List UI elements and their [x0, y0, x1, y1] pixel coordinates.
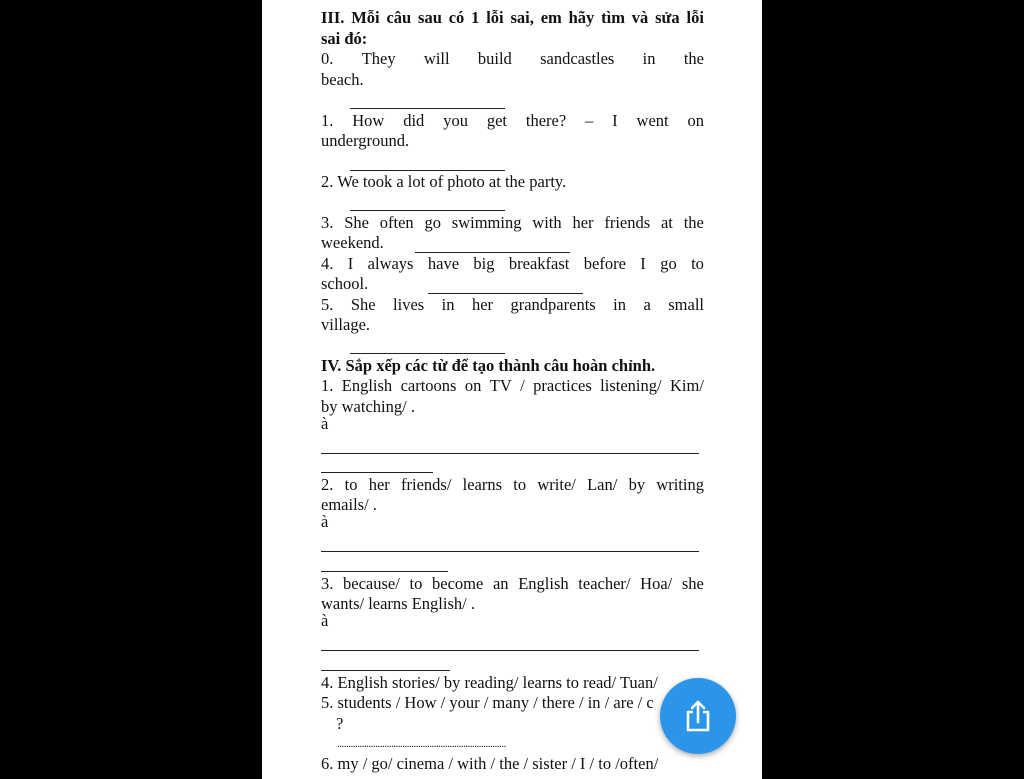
word: grandparents	[510, 295, 596, 314]
word: 0.	[321, 49, 334, 68]
word: TV	[489, 376, 512, 395]
word: Hoa/	[640, 574, 673, 593]
answer-blank[interactable]	[415, 252, 570, 253]
word: before	[583, 254, 626, 273]
word: will	[423, 49, 450, 68]
word: swimming	[451, 213, 522, 232]
word: She	[344, 213, 369, 232]
word: sau	[418, 8, 442, 27]
word: practices	[533, 376, 592, 395]
section4-heading: IV. Sắp xếp các từ để tạo thành câu hoàn chỉnh.	[321, 356, 656, 375]
word: big	[473, 254, 495, 273]
word: lives	[393, 295, 425, 314]
word: in	[613, 295, 626, 314]
word: teacher/	[578, 574, 631, 593]
answer-blank[interactable]	[350, 210, 505, 211]
s3-item4-line2: school.	[321, 274, 369, 293]
word: did	[403, 111, 425, 130]
word: because/	[343, 574, 400, 593]
word: 4.	[321, 254, 334, 273]
word: there?	[525, 111, 567, 130]
s3-item3-line2: weekend.	[321, 233, 384, 252]
s4-item2-line2: emails/ .	[321, 495, 377, 514]
word: her	[572, 213, 594, 232]
word: friends/	[401, 475, 452, 494]
answer-blank[interactable]	[350, 108, 505, 109]
answer-line[interactable]	[321, 472, 433, 473]
word: 1	[471, 8, 480, 27]
s3-item5-line1	[321, 295, 704, 316]
word: cartoons	[400, 376, 457, 395]
word: English	[518, 574, 569, 593]
word: often	[379, 213, 414, 232]
answer-blank[interactable]	[350, 170, 505, 171]
word: How	[352, 111, 385, 130]
word: small	[668, 295, 704, 314]
arrow-marker: à	[321, 611, 329, 630]
word: you	[443, 111, 468, 130]
word: build	[477, 49, 512, 68]
s3-item0-line1	[321, 49, 704, 70]
word: a	[643, 295, 651, 314]
share-icon	[682, 699, 714, 733]
word: on	[464, 376, 482, 395]
word: writing	[656, 475, 704, 494]
word: always	[367, 254, 414, 273]
word: the	[683, 213, 704, 232]
s3-item1-line1	[321, 111, 704, 132]
word: tìm	[601, 8, 625, 27]
word: by	[628, 475, 646, 494]
word: có	[448, 8, 465, 27]
word: she	[681, 574, 704, 593]
word: breakfast	[508, 254, 570, 273]
word: become	[432, 574, 484, 593]
word: I	[640, 254, 646, 273]
answer-line[interactable]	[321, 650, 699, 651]
answer-blank[interactable]	[350, 353, 505, 354]
word: She	[350, 295, 376, 314]
answer-line[interactable]	[321, 571, 448, 572]
arrow-marker: à	[321, 414, 329, 433]
word: I	[612, 111, 618, 130]
word: Kim/	[669, 376, 704, 395]
s3-item4-line1	[321, 254, 704, 275]
word: Mỗi	[351, 8, 380, 27]
word: go	[660, 254, 677, 273]
word: sửa	[655, 8, 680, 27]
word: to	[513, 475, 527, 494]
s4-item6-line1: 6. my / go/ cinema / with / the / sister / I / to /often/	[321, 754, 659, 773]
word: em	[540, 8, 562, 27]
word: write/	[537, 475, 576, 494]
word: hãy	[568, 8, 595, 27]
word: 3.	[321, 574, 334, 593]
word: an	[492, 574, 509, 593]
word: sandcastles	[540, 49, 615, 68]
s4-item5-line2: ?	[336, 714, 344, 733]
answer-line[interactable]	[321, 453, 699, 454]
word: lỗi	[486, 8, 504, 27]
word: go	[424, 213, 441, 232]
word: câu	[386, 8, 412, 27]
word: They	[361, 49, 396, 68]
word: 3.	[321, 213, 334, 232]
word: listening/	[600, 376, 662, 395]
s3-item5-line2: village.	[321, 315, 371, 334]
word: và	[631, 8, 649, 27]
answer-line[interactable]	[321, 551, 699, 552]
s3-item1-line2: underground.	[321, 131, 410, 150]
s4-item1-line2: by watching/ .	[321, 397, 415, 416]
s4-item4-line1: 4. English stories/ by reading/ learns to read/ Tuan/	[321, 673, 658, 692]
answer-line[interactable]	[321, 670, 450, 671]
word: her	[471, 295, 494, 314]
worksheet-page	[262, 0, 762, 779]
arrow-marker: à	[321, 512, 329, 531]
word: the	[683, 49, 704, 68]
word: sai,	[510, 8, 534, 27]
s4-item1-line1	[321, 376, 704, 397]
word: to	[691, 254, 704, 273]
word: on	[687, 111, 704, 130]
word: friends	[604, 213, 651, 232]
word: with	[532, 213, 562, 232]
word: went	[636, 111, 669, 130]
word: 1.	[321, 376, 334, 395]
word: at	[660, 213, 673, 232]
share-button[interactable]	[660, 678, 736, 754]
word: III.	[321, 8, 345, 27]
word: 2.	[321, 475, 334, 494]
word: –	[585, 111, 594, 130]
word: get	[486, 111, 507, 130]
word: 5.	[321, 295, 334, 314]
word: have	[427, 254, 460, 273]
s3-item2-line1: 2. We took a lot of photo at the party.	[321, 172, 567, 191]
answer-blank[interactable]	[428, 293, 583, 294]
word: /	[520, 376, 525, 395]
word: lỗi	[686, 8, 704, 27]
s4-item2-line1	[321, 475, 704, 496]
word: 1.	[321, 111, 334, 130]
word: learns	[462, 475, 503, 494]
section3-heading	[321, 8, 704, 29]
word: in	[642, 49, 656, 68]
section3-heading-cont: sai đó:	[321, 29, 368, 48]
s3-item3-line1	[321, 213, 704, 234]
s4-item3-line1	[321, 574, 704, 595]
word: to	[409, 574, 423, 593]
dotted-answer-line[interactable]: ...........................................................................	[337, 738, 506, 750]
word: in	[441, 295, 455, 314]
s4-item5-line1: 5. students / How / your / many / there / in / are / c	[321, 693, 654, 712]
word: Lan/	[587, 475, 618, 494]
word: to	[344, 475, 358, 494]
word: English	[341, 376, 393, 395]
word: I	[347, 254, 354, 273]
word: her	[368, 475, 390, 494]
s3-item0-line2: beach.	[321, 70, 364, 89]
s4-item3-line2: wants/ learns English/ .	[321, 594, 475, 613]
